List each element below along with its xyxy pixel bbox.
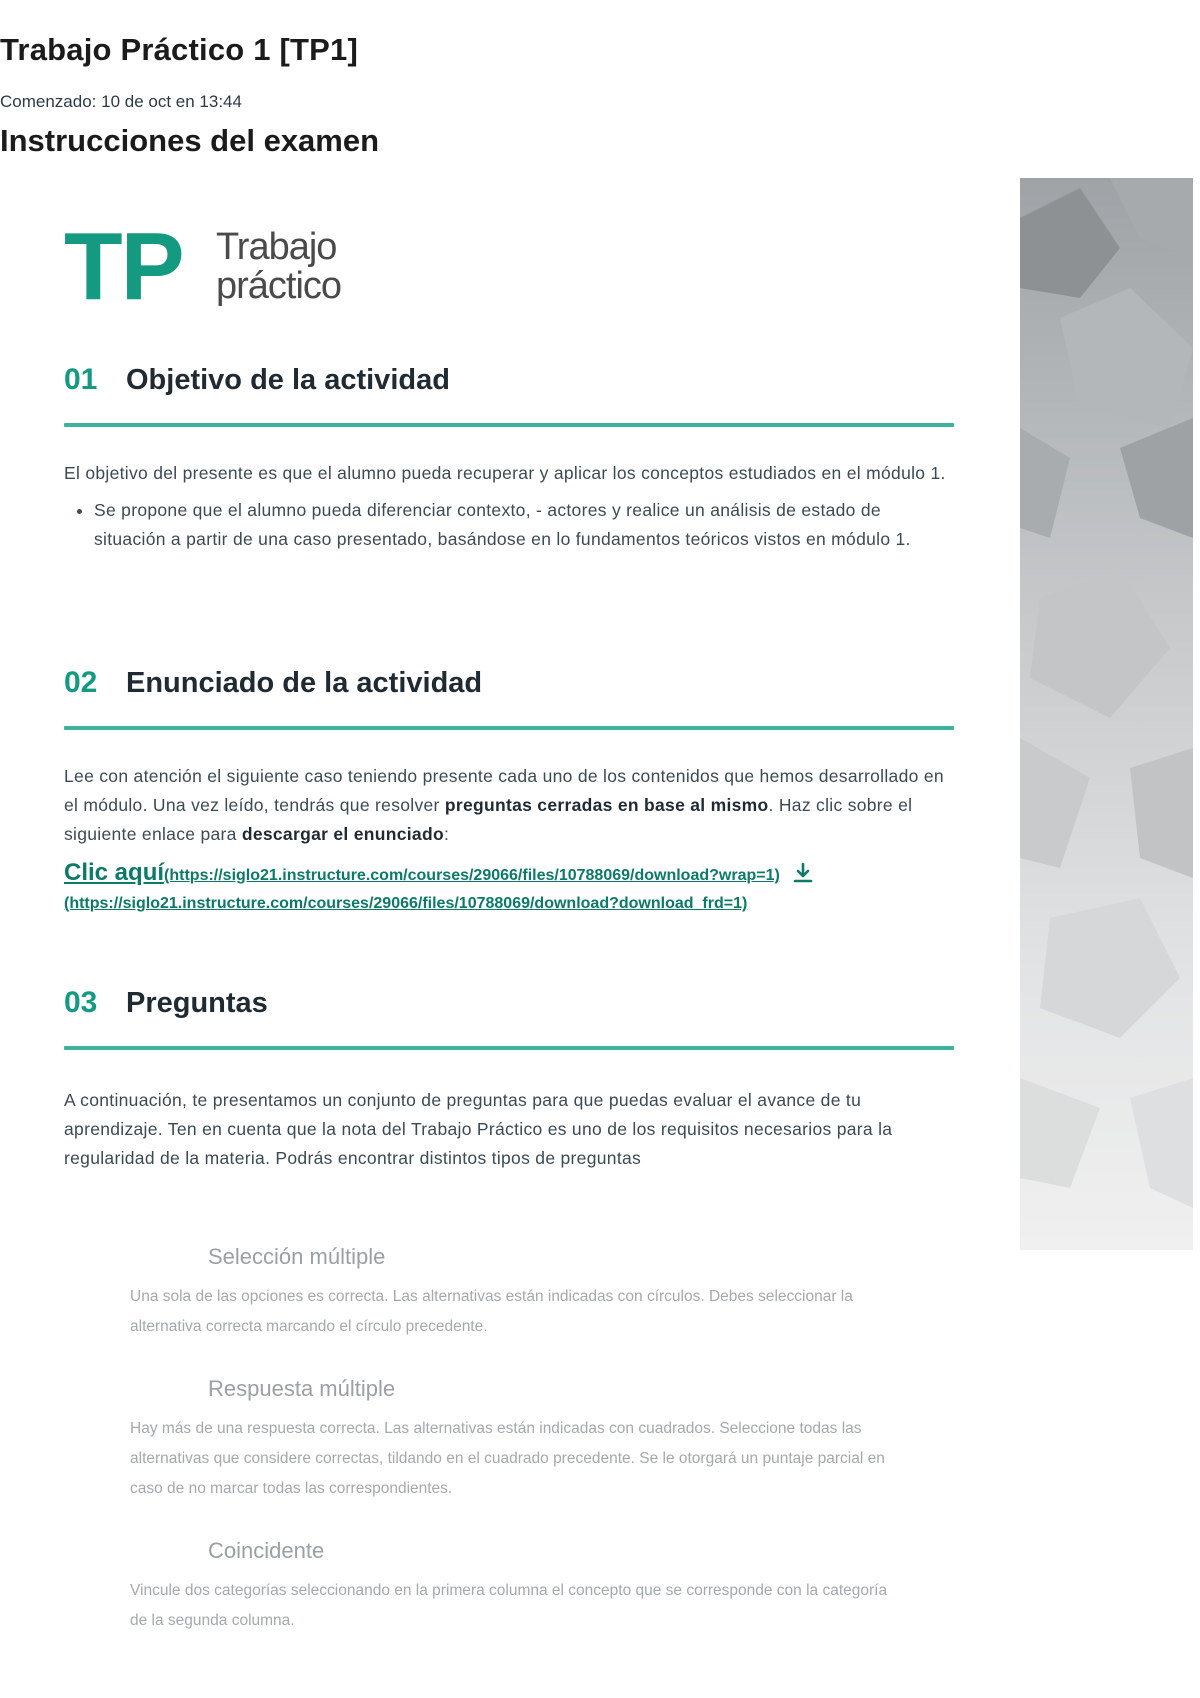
tp-logo-line1: Trabajo — [216, 226, 337, 268]
tp-logo-line2: práctico — [216, 265, 342, 307]
section-divider — [64, 726, 954, 730]
question-type-title: Coincidente — [208, 1538, 325, 1563]
photo-graphic — [1020, 178, 1193, 1250]
question-type-description: Vincule dos categorías seleccionando en la primera columna el concepto que se corresponde con la categoría de la segunda columna. — [130, 1582, 888, 1629]
question-type-description: Una sola de las opciones es correcta. Las alternativas están indicadas con círculos. Debes seleccionar la alternativa correcta marcando el círculo precedente. — [130, 1288, 853, 1335]
section-number: 02 — [64, 666, 98, 699]
question-type-description: Hay más de una respuesta correcta. Las alternativas están indicadas con cuadrados. Seleccione todas las alternativas que considere correctas, tildando en el cuadrado precedente. Se le otorgará un puntaje parcial en caso de no marcar todas las correspondientes. — [130, 1420, 885, 1497]
section-bullet-list — [64, 496, 954, 554]
section-header — [64, 666, 954, 716]
tp-logo-mark: TP — [64, 213, 183, 320]
section-objetivo — [64, 363, 954, 554]
paragraph-emphasis: descargar el enunciado — [241, 824, 444, 844]
instructions-title: Instrucciones del examen — [0, 123, 380, 158]
section-paragraph: El objetivo del presente es que el alumno pueda recuperar y aplicar los conceptos estudiados en el módulo 1. — [64, 463, 946, 483]
section-preguntas — [64, 986, 954, 1173]
started-timestamp: Comenzado: 10 de oct en 13:44 — [0, 92, 242, 111]
section-enunciado — [64, 666, 954, 913]
section-heading: Preguntas — [126, 987, 268, 1019]
enunciado-wrap-link[interactable]: (https://siglo21.instructure.com/courses/29066/files/10788069/download?wrap=1) — [164, 867, 780, 884]
paragraph-text: . Haz clic sobre el siguiente enlace para — [64, 795, 913, 844]
section-heading: Enunciado de la actividad — [126, 667, 483, 699]
section-paragraph: A continuación, te presentamos un conjunto de preguntas para que puedas evaluar el avance de tu aprendizaje. Ten en cuenta que la nota del Trabajo Práctico es uno de los requisitos necesarios para la regularidad de la materia. Podrás encontrar distintos tipos de preguntas — [64, 1090, 893, 1168]
question-type-coincidente — [130, 1538, 890, 1636]
page-title: Trabajo Práctico 1 [TP1] — [0, 32, 358, 67]
question-type-title: Selección múltiple — [208, 1244, 386, 1269]
paragraph-text: : — [443, 824, 450, 844]
section-header — [64, 986, 954, 1036]
download-icon[interactable] — [792, 862, 814, 889]
section-divider — [64, 1046, 954, 1050]
decorative-architecture-photo — [1020, 178, 1193, 1250]
download-link-row — [64, 859, 954, 913]
question-type-title: Respuesta múltiple — [208, 1376, 396, 1401]
tp-logo-text — [216, 228, 341, 306]
enunciado-download-link[interactable]: (https://siglo21.instructure.com/courses/29066/files/10788069/download?download_frd=1) — [64, 895, 748, 912]
paragraph-text: Lee con atención el siguiente caso teniendo presente cada uno de los contenidos que hemos desarrollado en el módulo. Una vez leído, tendrás que resolver — [64, 766, 944, 815]
list-item: • Se propone que el alumno pueda diferenciar contexto, - actores y realice un análisis de estado de situación a partir de una caso presentado, basándose en lo fundamentos teóricos vistos en módulo 1. — [94, 496, 954, 554]
question-type-respuesta-multiple — [130, 1376, 890, 1504]
paragraph-emphasis: preguntas cerradas en base al mismo — [444, 795, 769, 815]
section-number: 03 — [64, 986, 98, 1019]
question-type-seleccion-multiple — [130, 1244, 890, 1342]
section-number: 01 — [64, 363, 98, 396]
section-divider — [64, 423, 954, 427]
section-paragraph — [64, 762, 954, 849]
question-types-list — [130, 1244, 890, 1670]
section-heading: Objetivo de la actividad — [126, 364, 450, 396]
section-header — [64, 363, 954, 413]
clic-aqui-link[interactable]: Clic aquí — [64, 859, 165, 886]
download-icon-graphic — [792, 862, 814, 884]
